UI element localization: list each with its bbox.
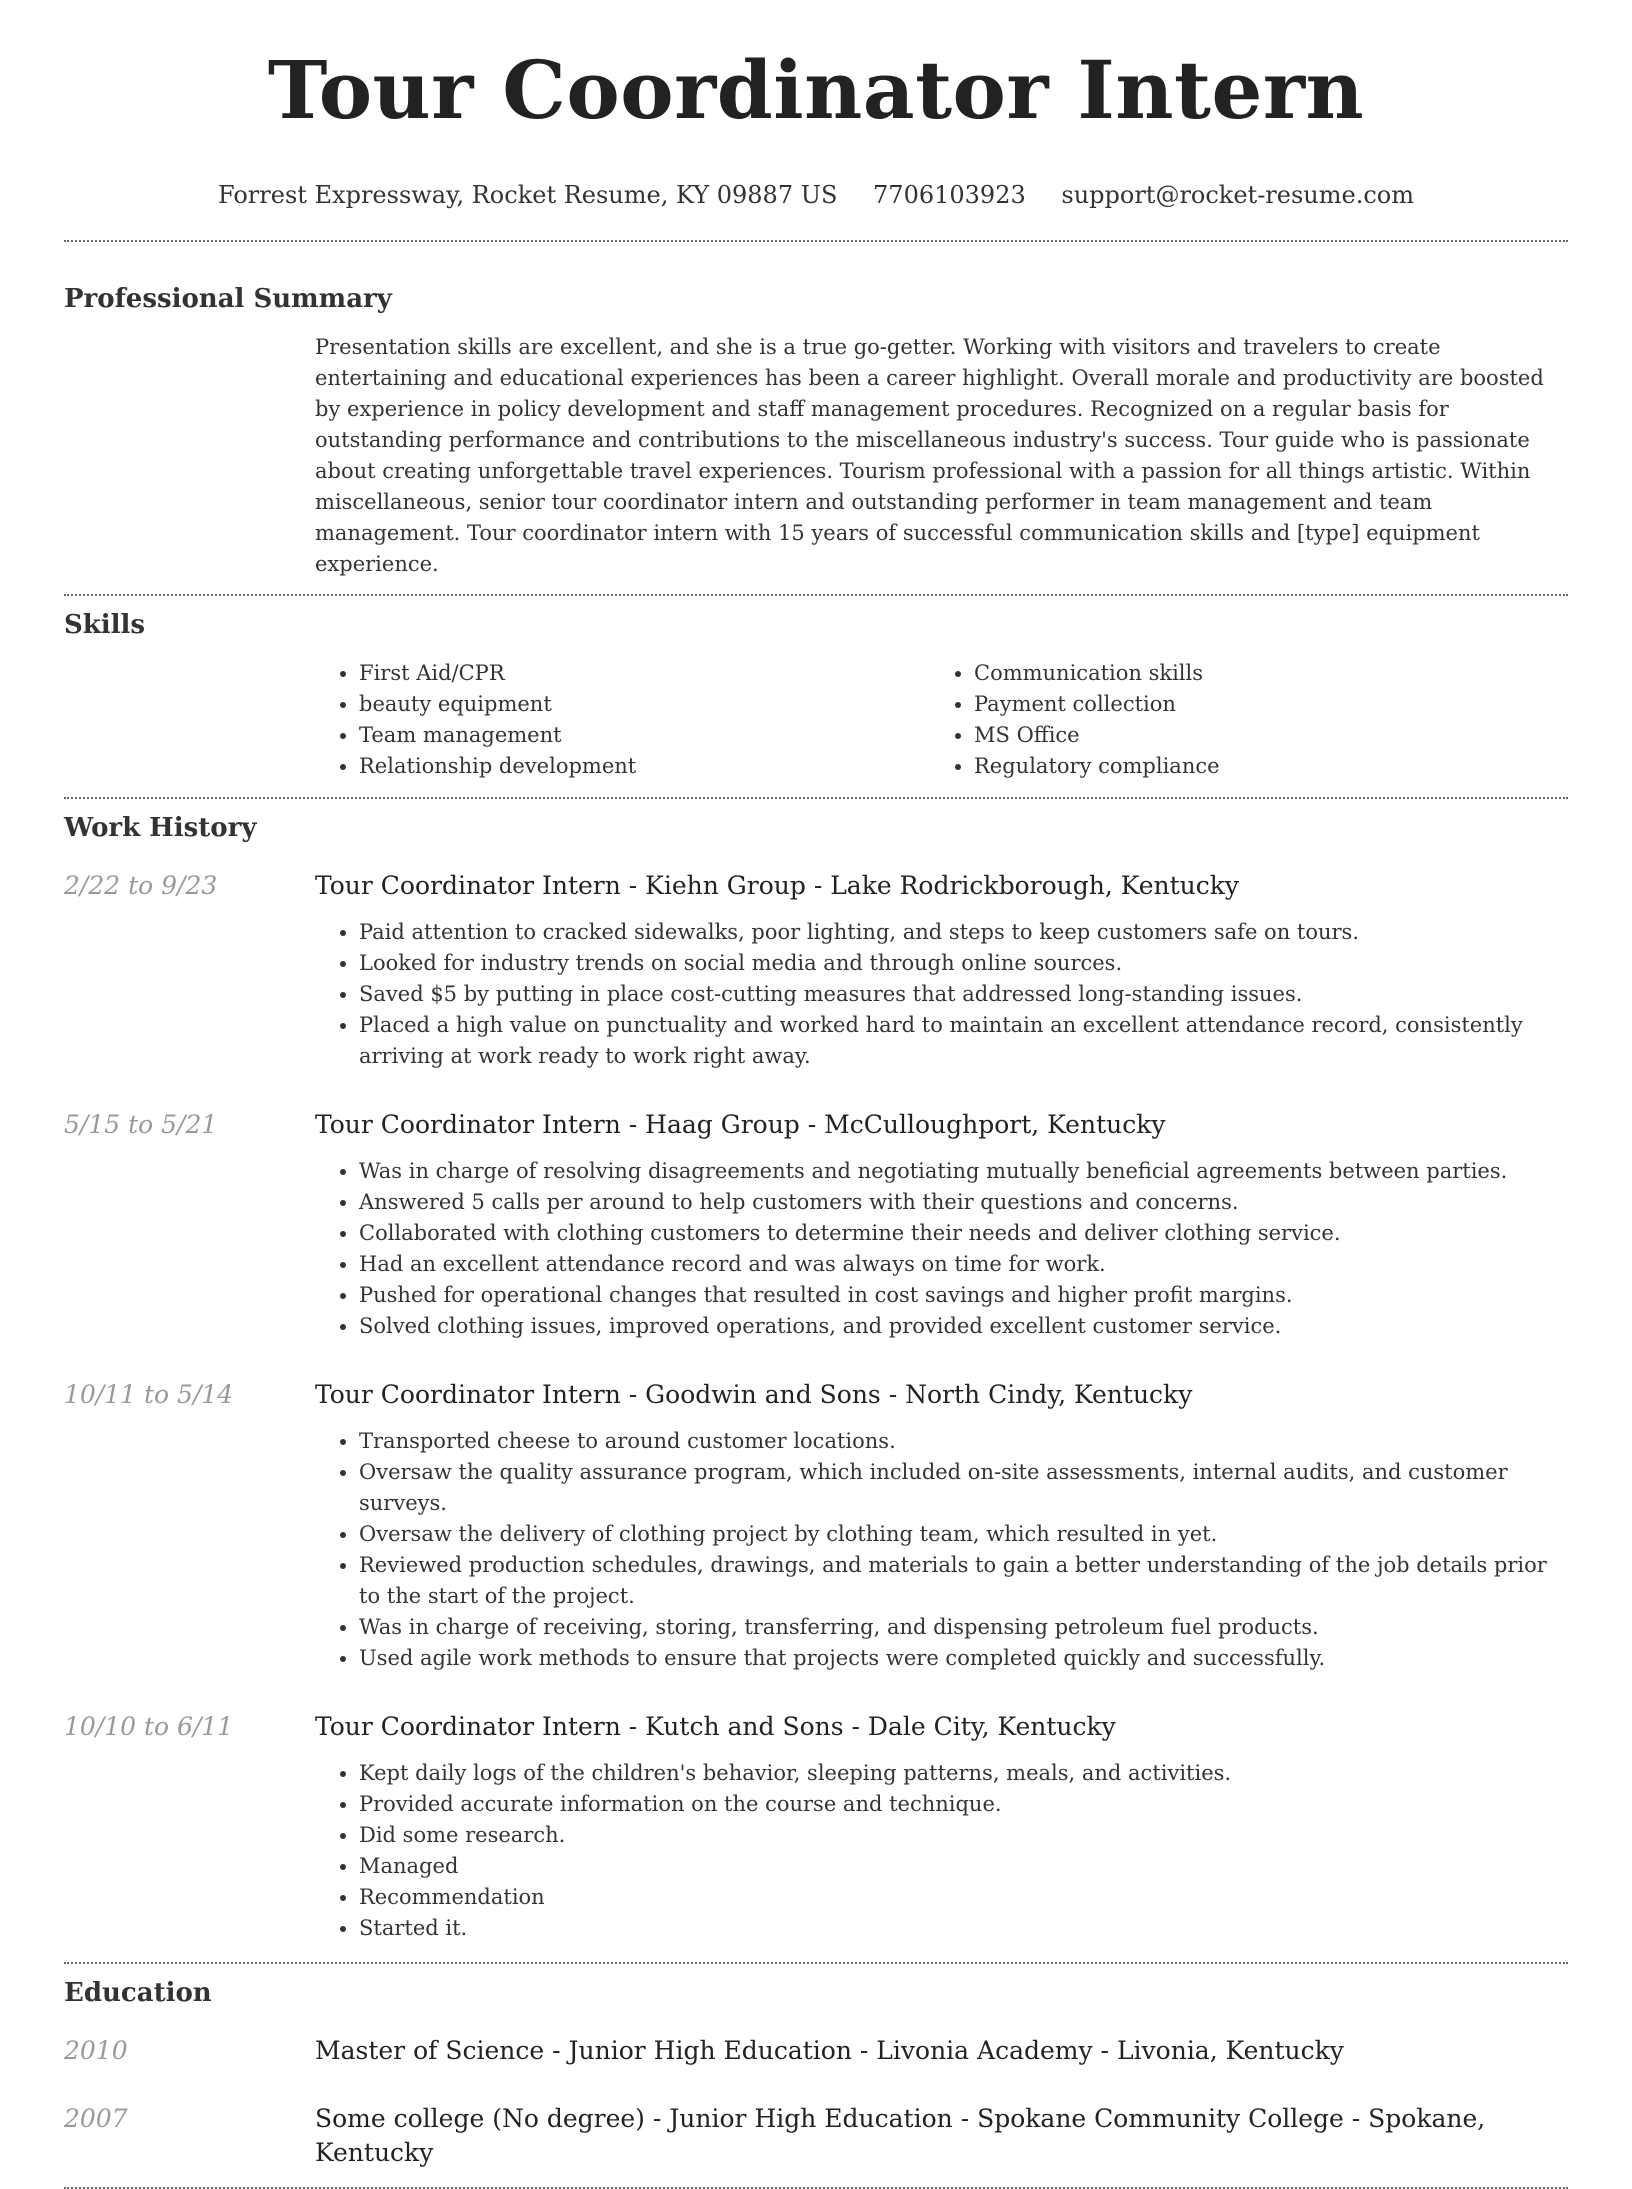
summary-text: Presentation skills are excellent, and she is a true go-getter. Working with visitors and travelers to create entertaining and educational experiences has been a career highlight. Overall morale and productivity are boosted by experience in policy development and staff management procedures. Recognized on a regular basis for outstanding performance and contributions to the miscellaneous industry's success. Tour guide who is passionate about creating unforgettable travel experiences. Tourism professional with a passion for all things artistic. Within miscellaneous, senior tour coordinator intern and outstanding performer in team management and team management. Tour coordinator intern with 15 years of successful communication skills and [type] equipment experience. <box>315 335 1544 576</box>
work-bullet: • Oversaw the delivery of clothing project by clothing team, which resulted in yet. <box>359 1519 1568 1550</box>
work-title: Tour Coordinator Intern - Kutch and Sons - Dale City, Kentucky <box>315 1712 1116 1741</box>
education-date: 2007 <box>64 2104 128 2133</box>
work-bullet: • Did some research. <box>359 1820 1568 1851</box>
resume-page <box>64 0 1568 2189</box>
summary-section <box>64 242 1568 580</box>
work-bullet: • Solved clothing issues, improved operations, and provided excellent customer service. <box>359 1311 1568 1342</box>
work-title: Tour Coordinator Intern - Goodwin and Sons - North Cindy, Kentucky <box>315 1380 1193 1409</box>
education-title: Master of Science - Junior High Education - Livonia Academy - Livonia, Kentucky <box>315 2036 1344 2065</box>
work-title: Tour Coordinator Intern - Haag Group - McCulloughport, Kentucky <box>315 1110 1166 1139</box>
work-bullet: • Was in charge of resolving disagreements and negotiating mutually beneficial agreements between parties. <box>359 1156 1568 1187</box>
work-section <box>64 799 1568 1944</box>
work-bullets <box>315 917 1568 1072</box>
education-date: 2010 <box>64 2036 128 2065</box>
skills-list-left <box>315 658 930 782</box>
work-bullet: • Used agile work methods to ensure that projects were completed quickly and successfully. <box>359 1643 1568 1674</box>
work-bullet: • Recommendation <box>359 1882 1568 1913</box>
work-bullet: • Saved $5 by putting in place cost-cutting measures that addressed long-standing issues. <box>359 979 1568 1010</box>
work-entry <box>64 1108 1568 1342</box>
skill-item: • Team management <box>359 720 930 751</box>
work-bullet: • Pushed for operational changes that resulted in cost savings and higher profit margins. <box>359 1280 1568 1311</box>
skills-heading: Skills <box>64 610 146 640</box>
education-heading: Education <box>64 1978 212 2008</box>
work-bullet: • Transported cheese to around customer locations. <box>359 1426 1568 1457</box>
work-bullet: • Kept daily logs of the children's behavior, sleeping patterns, meals, and activities. <box>359 1758 1568 1789</box>
work-bullet: • Collaborated with clothing customers to determine their needs and deliver clothing service. <box>359 1218 1568 1249</box>
work-heading: Work History <box>64 813 257 843</box>
contact-phone: 7706103923 <box>873 181 1026 209</box>
work-entry <box>64 1710 1568 1944</box>
work-entry <box>64 1378 1568 1674</box>
work-bullets <box>315 1426 1568 1674</box>
skill-item: • Communication skills <box>974 658 1568 689</box>
work-entry <box>64 869 1568 1072</box>
work-date: 10/11 to 5/14 <box>64 1380 234 1409</box>
skills-section <box>64 596 1568 782</box>
work-bullet: • Managed <box>359 1851 1568 1882</box>
skills-grid <box>315 658 1568 782</box>
skill-item: • Regulatory compliance <box>974 751 1568 782</box>
education-section <box>64 1964 1568 2170</box>
work-bullet: • Answered 5 calls per around to help customers with their questions and concerns. <box>359 1187 1568 1218</box>
skills-list-right <box>930 658 1568 782</box>
summary-heading: Professional Summary <box>64 284 392 314</box>
work-bullet: • Was in charge of receiving, storing, transferring, and dispensing petroleum fuel products. <box>359 1612 1568 1643</box>
work-bullet: • Oversaw the quality assurance program, which included on-site assessments, internal audits, and customer surveys. <box>359 1457 1568 1519</box>
education-entry <box>64 2034 1568 2068</box>
work-bullets <box>315 1758 1568 1944</box>
work-date: 5/15 to 5/21 <box>64 1110 218 1139</box>
work-bullet: • Started it. <box>359 1913 1568 1944</box>
work-bullet: • Paid attention to cracked sidewalks, poor lighting, and steps to keep customers safe on tours. <box>359 917 1568 948</box>
work-bullet: • Looked for industry trends on social media and through online sources. <box>359 948 1568 979</box>
work-bullets <box>315 1156 1568 1342</box>
education-title: Some college (No degree) - Junior High Education - Spokane Community College - Spokane, Kentucky <box>315 2104 1486 2167</box>
work-bullet: • Provided accurate information on the course and technique. <box>359 1789 1568 1820</box>
skill-item: • Relationship development <box>359 751 930 782</box>
contact-line <box>64 177 1568 213</box>
candidate-name: Tour Coordinator Intern <box>267 43 1365 137</box>
work-date: 10/10 to 6/11 <box>64 1712 234 1741</box>
work-date: 2/22 to 9/23 <box>64 871 218 900</box>
work-title: Tour Coordinator Intern - Kiehn Group - Lake Rodrickborough, Kentucky <box>315 871 1240 900</box>
education-entry <box>64 2102 1568 2170</box>
skill-item: • beauty equipment <box>359 689 930 720</box>
contact-address: Forrest Expressway, Rocket Resume, KY 09887 US <box>218 181 838 209</box>
skill-item: • Payment collection <box>974 689 1568 720</box>
summary-body <box>315 332 1568 580</box>
skill-item: • MS Office <box>974 720 1568 751</box>
skill-item: • First Aid/CPR <box>359 658 930 689</box>
work-bullet: • Placed a high value on punctuality and worked hard to maintain an excellent attendance record, consistently arriving at work ready to work right away. <box>359 1010 1568 1072</box>
work-bullet: • Reviewed production schedules, drawings, and materials to gain a better understanding of the job details prior to the start of the project. <box>359 1550 1568 1612</box>
work-bullet: • Had an excellent attendance record and was always on time for work. <box>359 1249 1568 1280</box>
contact-email: support@rocket-resume.com <box>1061 181 1414 209</box>
